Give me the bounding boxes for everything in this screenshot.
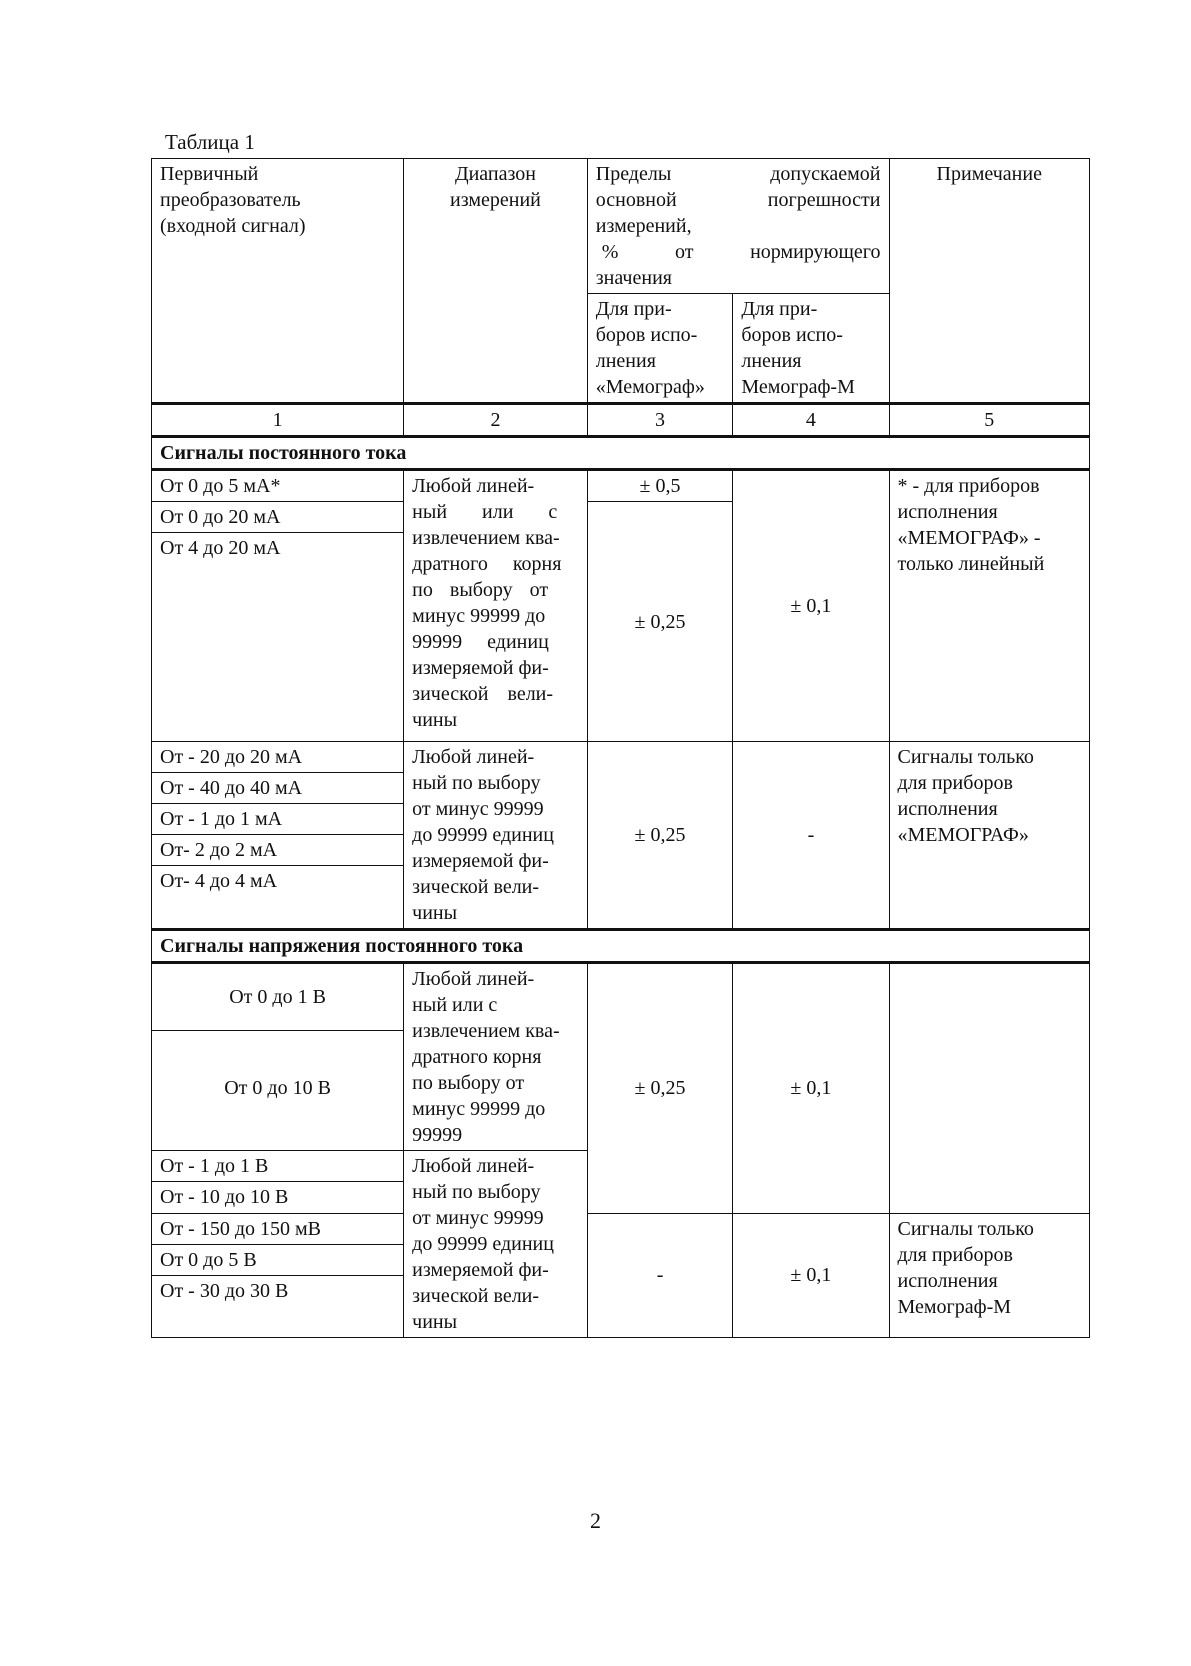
header-text: лнения <box>741 350 802 372</box>
header-text: Первичный <box>160 163 259 185</box>
note-cell <box>889 1213 1090 1337</box>
column-number: 1 <box>152 404 404 437</box>
note-text: для приборов <box>897 772 1013 794</box>
error-memograf: ± 0,25 <box>587 742 733 930</box>
note-text: Сигналы только <box>897 746 1034 768</box>
signal-item: От 0 до 5 мА* <box>152 471 403 502</box>
column-number: 2 <box>404 404 588 437</box>
header-text: преобразователь <box>160 189 301 211</box>
signal-item: От 0 до 5 В <box>152 1244 403 1275</box>
header-line <box>596 239 881 265</box>
header-text: значения <box>595 267 672 289</box>
note-text: Мемограф-М <box>897 1295 1012 1318</box>
range-cell <box>404 1151 588 1338</box>
error-memograf-m: - <box>733 742 889 930</box>
range-text: Любой линей- <box>412 968 535 990</box>
range-text: зической вели- <box>412 683 554 705</box>
column-numbers-row <box>152 404 1090 437</box>
header-text: нормирующего <box>750 241 881 263</box>
signal-item: От - 20 до 20 мА <box>152 742 403 773</box>
signal-item: От - 40 до 40 мА <box>152 773 403 804</box>
error-value: ± 0,25 <box>634 610 686 633</box>
note-text: Сигналы только <box>897 1217 1034 1240</box>
header-memograf-m <box>733 294 889 404</box>
range-text: Любой линей- <box>412 1155 535 1177</box>
header-text: Для при- <box>595 298 672 320</box>
range-text: ный по выбору <box>412 772 541 794</box>
range-text: от минус 99999 <box>412 1207 544 1229</box>
range-text: дратного корня <box>412 1046 542 1068</box>
signal-item: От- 2 до 2 мА <box>152 835 403 866</box>
header-text: погрешности <box>767 189 881 211</box>
range-text: извлечением ква- <box>412 527 560 549</box>
range-text: извлечением ква- <box>412 1020 560 1042</box>
note-text: * - для приборов <box>897 475 1040 497</box>
range-cell <box>404 742 588 930</box>
signal-list <box>152 742 404 930</box>
note-text: исполнения <box>897 798 998 820</box>
signal-list <box>152 470 404 742</box>
note-text: исполнения <box>897 1269 998 1292</box>
error-memograf-m: ± 0,1 <box>733 963 889 1214</box>
header-text: от <box>675 241 694 263</box>
section-title-dc-current: Сигналы постоянного тока <box>152 437 1090 470</box>
range-text: по выбору от <box>412 579 549 601</box>
note-cell <box>889 742 1090 930</box>
page-number: 2 <box>590 1508 601 1533</box>
signal-item: От- 4 до 4 мА <box>160 870 278 892</box>
error-memograf <box>587 470 733 742</box>
range-text: 99999 единиц <box>412 631 549 653</box>
range-text: до 99999 единиц <box>412 1233 554 1255</box>
column-number: 4 <box>733 404 889 437</box>
column-number: 5 <box>889 404 1090 437</box>
section-title-dc-voltage: Сигналы напряжения постоянного тока <box>152 930 1090 963</box>
header-text: Для при- <box>741 298 818 320</box>
range-text: 99999 <box>412 1124 463 1146</box>
header-error-limits-lines <box>587 159 889 294</box>
range-text: от минус 99999 <box>412 798 544 820</box>
header-text: боров испо- <box>595 324 698 346</box>
note-cell-empty <box>889 963 1090 1214</box>
signal-list <box>152 1213 404 1337</box>
range-text: дратного корня <box>412 553 562 575</box>
range-cell <box>404 963 588 1151</box>
range-text: чины <box>412 1311 458 1333</box>
header-text: допускаемой <box>770 163 881 185</box>
header-line <box>596 187 881 213</box>
table-row <box>152 470 1090 742</box>
range-text: зической вели- <box>412 1285 540 1307</box>
range-text: чины <box>412 709 458 731</box>
note-text: исполнения <box>897 501 998 523</box>
header-primary-converter <box>152 159 404 404</box>
header-text: «Мемограф» <box>595 376 705 398</box>
range-text: чины <box>412 902 458 924</box>
section-title-row <box>152 930 1090 963</box>
range-text: ный или с <box>412 501 558 523</box>
table-row <box>152 1213 1090 1337</box>
header-line <box>596 296 725 322</box>
signal-item: От 0 до 20 мА <box>152 502 403 533</box>
note-text: «МЕМОГРАФ» <box>897 824 1029 846</box>
section-title-row <box>152 437 1090 470</box>
note-cell <box>889 470 1090 742</box>
range-text: до 99999 единиц <box>412 824 554 846</box>
range-text: минус 99999 до <box>412 1098 546 1120</box>
range-text: Любой линей- <box>412 746 535 768</box>
range-line <box>412 473 579 499</box>
range-text: измеряемой фи- <box>412 1259 549 1281</box>
range-text: по выбору от <box>412 1072 525 1094</box>
header-measurement-range <box>404 159 588 404</box>
range-text: минус 99999 до <box>412 605 546 627</box>
header-text: Пределы <box>595 163 672 185</box>
header-text: Диапазон <box>454 163 536 185</box>
table-caption: Таблица 1 <box>165 130 255 154</box>
range-text: измеряемой фи- <box>412 850 549 872</box>
range-text: ный или с <box>412 994 498 1016</box>
table-row <box>152 742 1090 930</box>
header-note: Примечание <box>889 159 1090 404</box>
header-line <box>596 161 881 187</box>
header-text: (входной сигнал) <box>160 215 306 237</box>
header-text: Мемограф-М <box>741 376 855 398</box>
error-value: ± 0,5 <box>588 471 733 502</box>
error-memograf: ± 0,25 <box>587 963 733 1214</box>
range-text: измеряемой фи- <box>412 657 549 679</box>
error-memograf: - <box>587 1213 733 1337</box>
measurement-table <box>151 158 1090 1338</box>
header-text: основной <box>595 189 677 211</box>
error-memograf-m: ± 0,1 <box>733 1213 889 1337</box>
note-text: только линейный <box>897 553 1045 575</box>
note-text: «МЕМОГРАФ» - <box>897 527 1041 549</box>
signal-item: От - 150 до 150 мВ <box>152 1214 403 1245</box>
header-text: измерений, <box>595 215 692 237</box>
signal-item: От 0 до 1 В <box>152 964 403 1031</box>
signal-list <box>152 1151 404 1214</box>
header-text: % <box>601 241 619 263</box>
signal-item: От - 10 до 10 В <box>160 1186 289 1208</box>
header-text: измерений <box>450 189 541 211</box>
range-text: ный по выбору <box>412 1181 541 1203</box>
signal-item: От 4 до 20 мА <box>160 537 281 559</box>
signal-item: От - 1 до 1 мА <box>152 804 403 835</box>
range-text: зической вели- <box>412 876 540 898</box>
signal-item: От 0 до 10 В <box>224 1076 331 1099</box>
header-row <box>152 159 1090 294</box>
header-text: лнения <box>595 350 656 372</box>
table-row <box>152 963 1090 1151</box>
range-cell <box>404 470 588 742</box>
header-memograf <box>587 294 733 404</box>
signal-list <box>152 963 404 1151</box>
signal-item: От - 30 до 30 В <box>160 1279 289 1302</box>
error-memograf-m: ± 0,1 <box>733 470 889 742</box>
note-text: для приборов <box>897 1243 1013 1266</box>
signal-item: От - 1 до 1 В <box>152 1151 403 1182</box>
header-text: боров испо- <box>741 324 843 346</box>
range-text: Любой линей- <box>412 475 535 497</box>
column-number: 3 <box>587 404 733 437</box>
